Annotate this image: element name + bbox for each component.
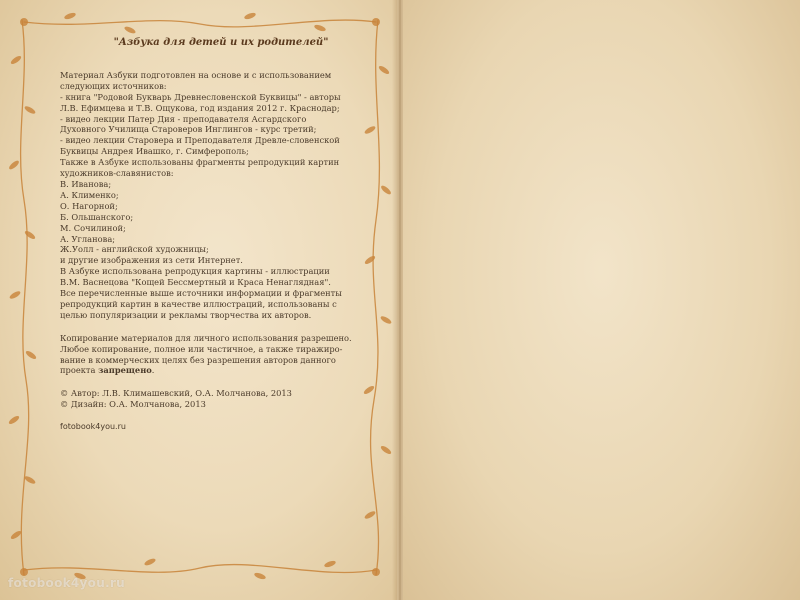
copyright-line: Любое копирование, полное или частичное, а также тиражиро-: [60, 343, 343, 354]
text-line: В. Иванова;: [60, 178, 112, 189]
text-line: и другие изображения из сети Интернет.: [60, 255, 243, 266]
document-text-block: [60, 38, 360, 433]
paragraph-gap: [60, 410, 360, 422]
text-line: О. Нагорной;: [60, 200, 118, 211]
text-line: В.М. Васнецова "Кощей Бессмертный и Краса Ненаглядная".: [60, 277, 331, 288]
copyright-last-line: [60, 365, 360, 376]
copyright-last-suffix: .: [151, 365, 155, 376]
copyright-line: Копирование материалов для личного использования разрешено.: [60, 332, 352, 343]
text-line: Также в Азбуке использованы фрагменты репродукций картин: [60, 157, 340, 168]
site-link[interactable]: fotobook4you.ru: [60, 422, 126, 432]
text-line: репродукций картин в качестве иллюстраций, использованы с: [60, 298, 337, 309]
text-line: Ж.Уолл - английской художницы;: [60, 244, 209, 255]
text-line: Духовного Училища Староверов Инглингов - курс третий;: [60, 124, 317, 135]
text-line: целью популяризации и рекламы творчества их авторов.: [60, 309, 312, 320]
watermark-logo: fotobook4you.ru: [8, 576, 125, 590]
left-page: [0, 0, 397, 600]
author-credit: © Автор: Л.В. Климашевский, О.А. Молчанова, 2013: [60, 388, 292, 399]
text-line: А. Угланова;: [60, 233, 116, 244]
design-credit: © Дизайн: О.А. Молчанова, 2013: [60, 399, 206, 410]
paragraph-gap: [60, 321, 360, 333]
right-page-blank: [403, 0, 800, 600]
document-title: "Азбука для детей и их родителей": [113, 37, 329, 48]
text-line: Материал Азбуки подготовлен на основе и с использованием: [60, 69, 332, 80]
text-line: В Азбуке использована репродукция картины - иллюстрации: [60, 266, 330, 277]
text-line: М. Сочилиной;: [60, 222, 126, 233]
text-line: Б. Ольшанского;: [60, 211, 134, 222]
text-line: Все перечисленные выше источники информации и фрагменты: [60, 288, 342, 299]
text-line: Буквицы Андрея Ивашко, г. Симферополь;: [60, 146, 249, 157]
copyright-last-prefix: проекта: [60, 365, 99, 376]
copyright-line: вание в коммерческих целях без разрешения авторов данного: [60, 354, 336, 365]
copyright-prohibited-word: запрещено: [98, 365, 152, 376]
text-line: художников-славянистов:: [60, 168, 174, 179]
text-line: - книга "Родовой Букварь Древнесловенской Буквицы" - авторы: [60, 91, 341, 102]
text-line: следующих источников:: [60, 80, 167, 91]
paragraph-gap: [60, 376, 360, 388]
text-line: А. Клименко;: [60, 189, 119, 200]
text-line: - видео лекции Старовера и Преподавателя Древле-словенской: [60, 135, 340, 146]
text-line: Л.В. Ефимцева и Т.В. Ощукова, год издания 2012 г. Краснодар;: [60, 102, 340, 113]
text-line: - видео лекции Патер Дия - преподавателя Асгардского: [60, 113, 307, 124]
